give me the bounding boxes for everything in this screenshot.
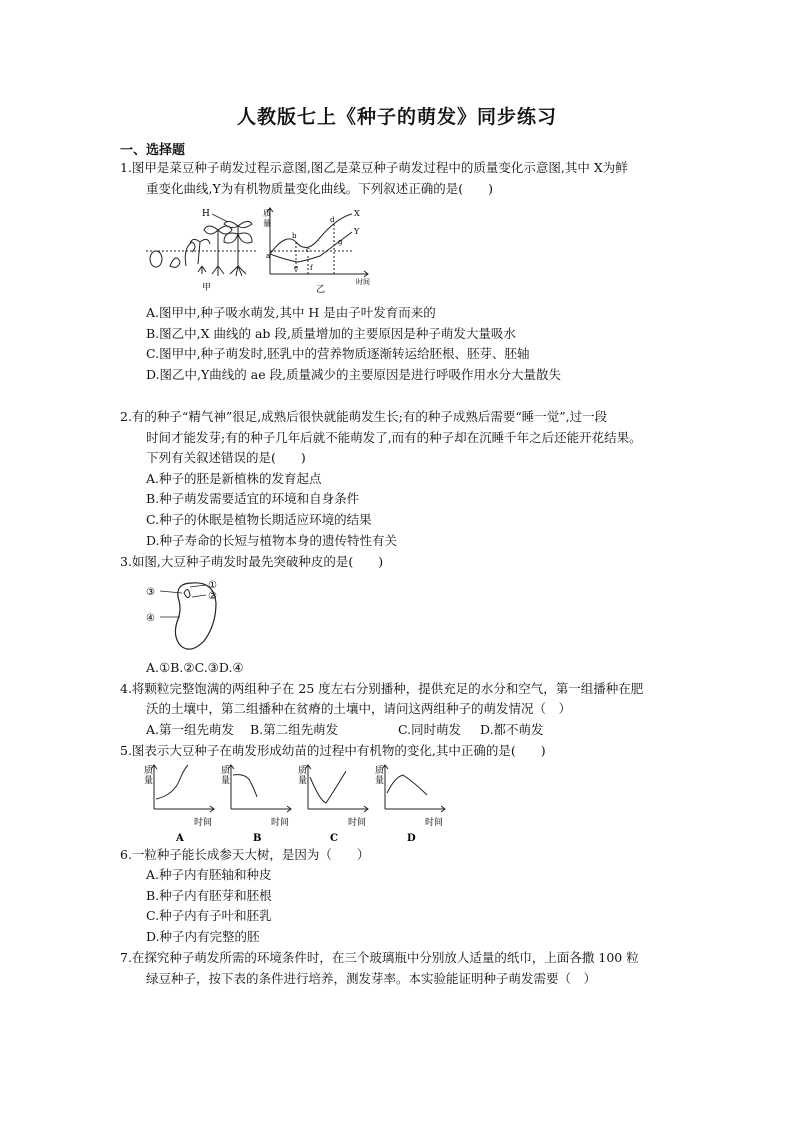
q4-line-2: 沃的土壤中，第二组播种在贫瘠的土壤中，请问这两组种子的萌发情况（ ） <box>146 701 572 716</box>
page-title: 人教版七上《种子的萌发》同步练习 <box>236 106 557 128</box>
q2-line-1: 2.有的种子“精气神”很足,成熟后很快就能萌发生长;有的种子成熟后需要“睡一觉”,过一段 <box>120 409 608 424</box>
section-heading: 一、选择题 <box>120 143 186 158</box>
ylabel-1: 质 <box>221 766 231 776</box>
q7-line-1: 7.在探究种子萌发所需的环境条件时，在三个玻璃瓶中分别放人适量的纸巾，上面各撒 100 粒 <box>120 950 639 965</box>
curve <box>387 775 427 795</box>
ylabel-2: 量 <box>221 776 231 786</box>
point-e: e <box>294 264 299 272</box>
curve-y <box>270 232 352 262</box>
q4-option-b: B.第二组先萌发 <box>250 722 339 737</box>
q4-line-1: 4.将颗粒完整饱满的两组种子在 25 度左右分别播种，提供充足的水分和空气，第一组播种在肥 <box>120 681 644 696</box>
q1-option-b: B.图乙中,X 曲线的 ab 段,质量增加的主要原因是种子萌发大量吸水 <box>146 326 516 341</box>
q7-line-2: 绿豆种子，按下表的条件进行培养，测发芽率。本实验能证明种子萌发需要（ ） <box>146 971 597 986</box>
q1-line-2: 重变化曲线,Y为有机物质量变化曲线。下列叙述正确的是( ) <box>146 181 493 196</box>
q2-line-2: 时间才能发芽;有的种子几年后就不能萌发了,而有的种子却在沉睡千年之后还能开花结果。 <box>146 430 642 445</box>
ylabel-2: 量 <box>298 776 308 786</box>
point-d: d <box>330 216 335 224</box>
ylabel-2: 量 <box>375 776 385 786</box>
q2-line-3: 下列有关叙述错误的是( ) <box>146 450 306 465</box>
ylabel-1: 质 <box>375 766 385 776</box>
curve <box>310 771 346 803</box>
ylabel-2: 量 <box>144 776 154 786</box>
q6-option-b: B.种子内有胚芽和胚根 <box>146 888 272 903</box>
curve-x-label: X <box>354 209 360 218</box>
q1-figure <box>146 204 386 294</box>
point-f: f <box>310 264 313 272</box>
curve <box>233 775 257 797</box>
q1-option-d: D.图乙中,Y曲线的 ae 段,质量减少的主要原因是进行呼吸作用水分大量散失 <box>146 367 562 382</box>
q5-line-1: 5.图表示大豆种子在萌发形成幼苗的过程中有机物的变化,其中正确的是( ) <box>120 743 546 758</box>
curve <box>156 765 188 799</box>
fig-xlabel: 时间 <box>356 278 370 286</box>
q3-line-1: 3.如图,大豆种子萌发时最先突破种皮的是( ) <box>120 554 384 569</box>
q5-graph-a <box>144 764 214 844</box>
q5-graph-c <box>298 764 368 844</box>
q2-option-c: C.种子的休眠是植物长期适应环境的结果 <box>146 512 372 527</box>
q1-line-1: 1.图甲是菜豆种子萌发过程示意图,图乙是菜豆种子萌发过程中的质量变化示意图,其中 X为鲜 <box>120 160 628 175</box>
point-c: c <box>306 246 310 254</box>
q3-figure-soybean <box>144 575 234 655</box>
q1-option-c: C.图甲中,种子萌发时,胚乳中的营养物质逐渐转运给胚根、胚芽、胚轴 <box>146 346 530 361</box>
q4-option-c: C.同时萌发 <box>398 722 462 737</box>
fig-jia-caption: 甲 <box>202 283 212 293</box>
q2-option-d: D.种子寿命的长短与植物本身的遗传特性有关 <box>146 533 398 548</box>
q6-option-a: A.种子内有胚轴和种皮 <box>146 867 272 882</box>
label-3: ③ <box>146 587 155 598</box>
xlabel: 时间 <box>271 818 290 828</box>
fig-yi-caption: 乙 <box>316 285 326 294</box>
q4-option-d: D.都不萌发 <box>480 722 544 737</box>
graph-label: B <box>253 833 262 844</box>
q2-option-a: A.种子的胚是新植株的发育起点 <box>146 471 322 486</box>
q3-options: A.①B.②C.③D.④ <box>146 660 244 675</box>
curve-y-label: Y <box>354 227 360 236</box>
label-2: ② <box>208 591 217 602</box>
q6-line-1: 6.一粒种子能长成参天大树，是因为（ ） <box>120 847 370 862</box>
graph-label: C <box>330 833 338 844</box>
q5-graph-b <box>221 764 291 844</box>
fig-h-label: H <box>202 209 210 219</box>
q2-option-b: B.种子萌发需要适宜的环境和自身条件 <box>146 491 360 506</box>
point-g: g <box>338 238 343 246</box>
curve-x <box>270 214 352 254</box>
q6-option-d: D.种子内有完整的胚 <box>146 929 260 944</box>
q6-option-c: C.种子内有子叶和胚乳 <box>146 908 272 923</box>
fig-ylabel-1: 质 <box>263 209 271 218</box>
point-a: a <box>266 252 271 260</box>
q5-graph-d <box>375 764 445 844</box>
xlabel: 时间 <box>425 818 444 828</box>
q1-option-a: A.图甲中,种子吸水萌发,其中 H 是由子叶发育而来的 <box>146 305 436 320</box>
label-1: ① <box>208 580 217 591</box>
graph-label: D <box>407 833 416 844</box>
label-4: ④ <box>146 613 155 624</box>
xlabel: 时间 <box>194 818 213 828</box>
figure-yi <box>267 208 368 277</box>
q4-option-a: A.第一组先萌发 <box>146 722 235 737</box>
fig-ylabel-2: 量 <box>263 219 271 228</box>
q5-graphs <box>144 761 464 847</box>
ylabel-1: 质 <box>144 766 154 776</box>
figure-jia <box>146 214 258 276</box>
point-b: b <box>292 232 297 240</box>
graph-label: A <box>176 833 184 844</box>
xlabel: 时间 <box>348 818 367 828</box>
ylabel-1: 质 <box>298 766 308 776</box>
